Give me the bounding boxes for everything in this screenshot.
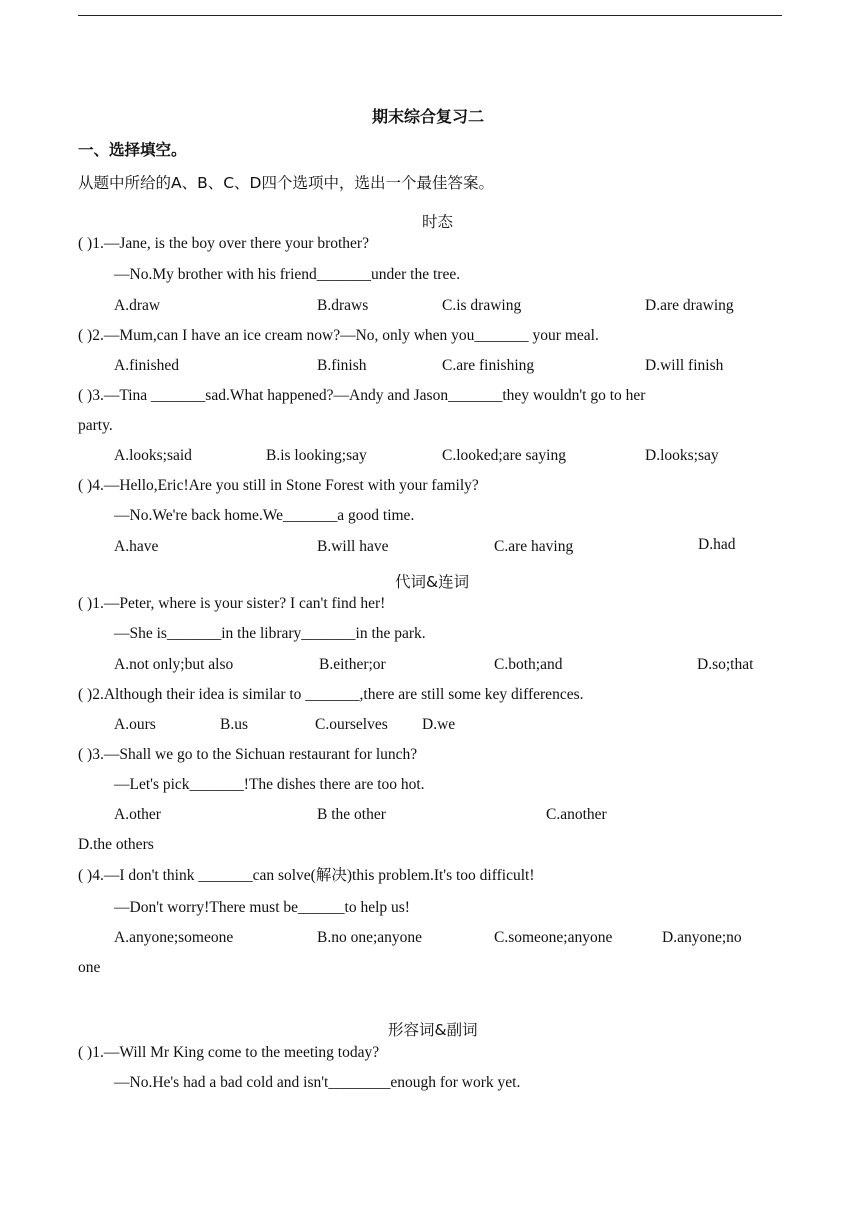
option-d: D.are drawing (645, 297, 734, 314)
option-a: A.have (114, 538, 159, 555)
question-stem: ( )1.—Will Mr King come to the meeting today? (78, 1044, 380, 1061)
option-a: A.finished (114, 357, 180, 374)
option-a: A.other (114, 806, 161, 823)
option-continuation: one (78, 959, 101, 976)
adjective-heading: 形容词&副词 (388, 1021, 478, 1039)
question-stem: ( )3.—Tina _______sad.What happened?—Andy and Jason_______they wouldn't go to her (78, 387, 646, 404)
stem-text: ( )4.—I don't think _______can solve( (78, 867, 316, 884)
option-c: C.looked;are saying (442, 447, 566, 464)
option-d: D.so;that (697, 656, 754, 673)
option-c: C.are finishing (442, 357, 535, 374)
section-heading: 一、选择填空。 (78, 141, 187, 159)
option-b: B.either;or (319, 656, 386, 673)
question-line: —Let's pick_______!The dishes there are too hot. (114, 776, 425, 793)
option-c: C.ourselves (315, 716, 388, 733)
option-b: B the other (317, 806, 386, 823)
question-line: —No.My brother with his friend_______under the tree. (114, 266, 461, 283)
option-b: B.finish (317, 357, 367, 374)
option-c: C.someone;anyone (494, 929, 613, 946)
option-d: D.looks;say (645, 447, 719, 464)
option-d: D.will finish (645, 357, 724, 374)
option-d: D.had (698, 536, 736, 553)
option-d: D.we (422, 716, 456, 733)
option-b: B.draws (317, 297, 369, 314)
question-line: —No.We're back home.We_______a good time. (114, 507, 415, 524)
option-b: B.us (220, 716, 248, 733)
question-stem (78, 865, 534, 886)
option-c: C.is drawing (442, 297, 522, 314)
option-d: D.the others (78, 836, 154, 853)
option-b: B.will have (317, 538, 389, 555)
option-a: A.looks;said (114, 447, 192, 464)
stem-chinese-gloss: 解决 (315, 866, 347, 884)
option-c: C.both;and (494, 656, 563, 673)
question-stem: ( )2.—Mum,can I have an ice cream now?—No, only when you_______ your meal. (78, 327, 599, 344)
question-continuation: party. (78, 417, 113, 434)
option-d: D.anyone;no (662, 929, 742, 946)
option-a: A.anyone;someone (114, 929, 234, 946)
option-a: A.draw (114, 297, 161, 314)
question-stem: ( )1.—Peter, where is your sister? I can't find her! (78, 595, 386, 612)
question-stem: ( )2.Although their idea is similar to _______,there are still some key differences. (78, 686, 584, 703)
tense-heading: 时态 (422, 213, 454, 231)
question-line: —No.He's had a bad cold and isn't________enough for work yet. (114, 1074, 521, 1091)
header-rule (78, 15, 782, 16)
stem-text-end: )this problem.It's too difficult! (346, 867, 535, 884)
option-b: B.no one;anyone (317, 929, 423, 946)
option-b: B.is looking;say (266, 447, 367, 464)
page-title: 期末综合复习二 (372, 107, 485, 126)
question-stem: ( )1.—Jane, is the boy over there your brother? (78, 235, 369, 252)
option-c: C.are having (494, 538, 574, 555)
question-line: —She is_______in the library_______in the park. (114, 625, 426, 642)
question-stem: ( )4.—Hello,Eric!Are you still in Stone Forest with your family? (78, 477, 479, 494)
question-stem: ( )3.—Shall we go to the Sichuan restaurant for lunch? (78, 746, 418, 763)
option-a: A.not only;but also (114, 656, 234, 673)
pronoun-heading: 代词&连词 (395, 573, 470, 591)
option-c: C.another (546, 806, 607, 823)
instructions: 从题中所给的A、B、C、D四个选项中，选出一个最佳答案。 (78, 174, 494, 192)
option-a: A.ours (114, 716, 156, 733)
question-line: —Don't worry!There must be______to help us! (114, 899, 410, 916)
